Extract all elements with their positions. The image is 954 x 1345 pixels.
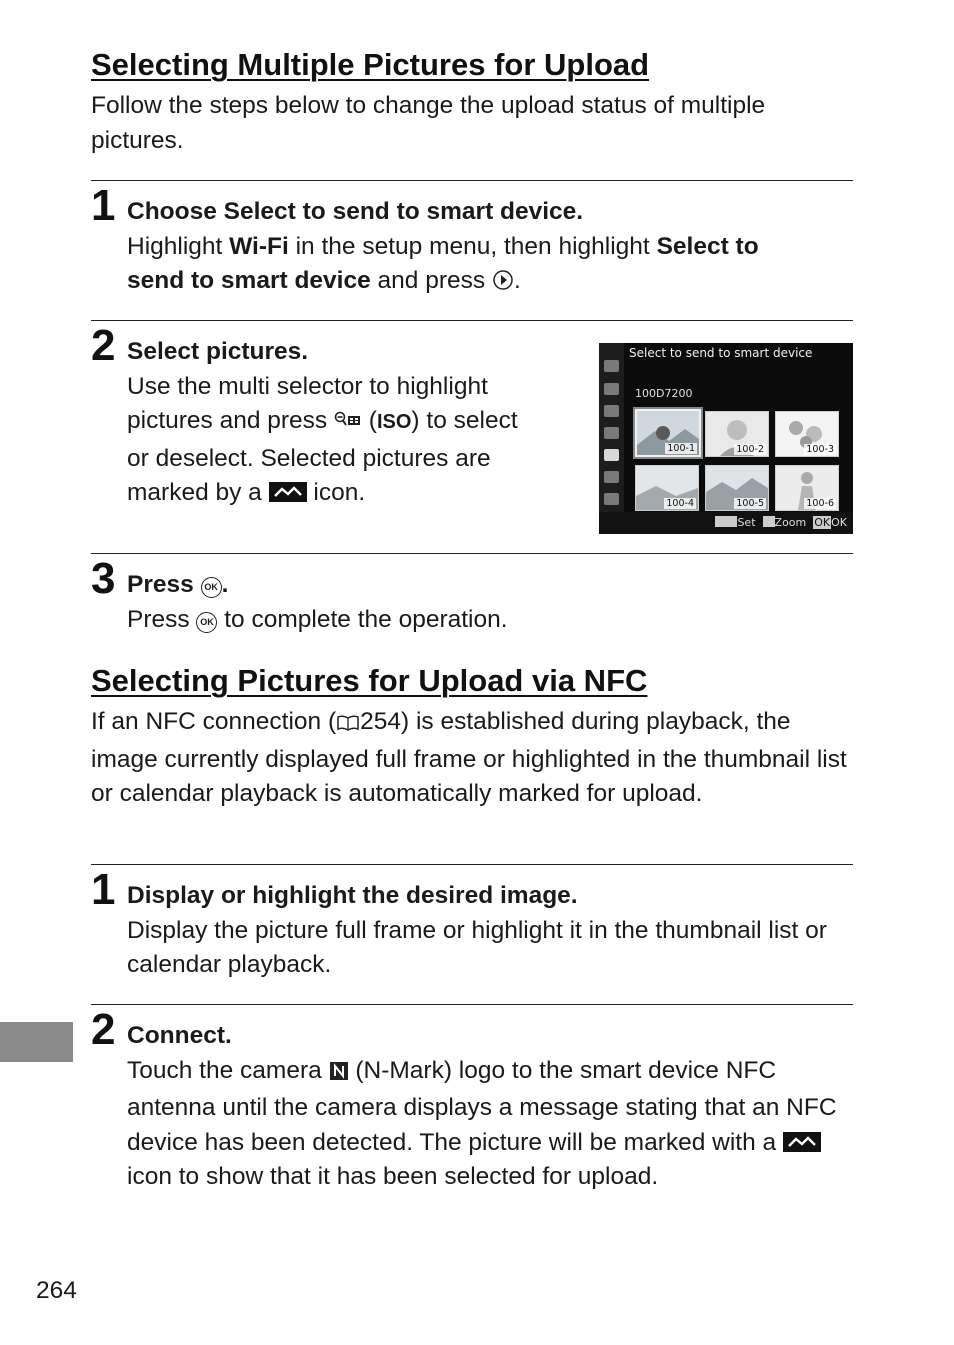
thumbnail[interactable] — [705, 411, 769, 457]
thumbnail[interactable] — [705, 465, 769, 511]
thumbnail-label: 100-6 — [806, 498, 834, 509]
text: pictures and press — [127, 407, 334, 434]
thumbnail-label: 100-2 — [736, 444, 764, 455]
ok-button-icon: OK — [201, 577, 222, 598]
shooting-menu-icon — [604, 383, 619, 395]
menu-item-name: Select to — [656, 232, 759, 260]
divider — [91, 553, 853, 554]
step-number: 1 — [91, 181, 116, 230]
text: ) is established during playback, the image currently displayed full frame or highlighted in the thumbnail list or calendar playback is automatically marked for upload. — [91, 708, 847, 807]
menu-sidebar — [599, 343, 624, 534]
thumbnail-label: 100-4 — [666, 498, 694, 509]
text: in the setup menu, then highlight — [288, 232, 657, 260]
step-number: 2 — [91, 1005, 116, 1054]
upload-mark-icon — [783, 1132, 821, 1152]
thumbnail-label: 100-3 — [806, 444, 834, 455]
chapter-tab — [0, 1022, 73, 1062]
nfc-step-1-body — [127, 879, 853, 983]
divider — [91, 1004, 853, 1005]
page-reference[interactable]: 254 — [360, 708, 401, 735]
menu-item-name-cont: send to smart device — [127, 267, 371, 294]
section-heading-multiple-upload: Selecting Multiple Pictures for Upload — [91, 47, 650, 82]
thumbnail-label: 100-5 — [736, 498, 764, 509]
text: Touch the camera — [127, 1056, 329, 1084]
section-intro — [91, 705, 861, 812]
text: If an NFC connection ( — [91, 708, 337, 735]
text: icon. — [306, 479, 366, 506]
text: icon to show that it has been selected for upload. — [127, 1163, 659, 1190]
footer-set-label: Set — [737, 516, 756, 529]
footer-ok-label: OK — [831, 516, 847, 529]
upload-mark-icon — [269, 482, 307, 502]
text: or deselect. Selected pictures are — [127, 444, 491, 472]
wifi-menu-name: Wi-Fi — [229, 232, 289, 260]
step-number: 3 — [91, 554, 116, 603]
section-intro: Follow the steps below to change the upload status of multiple pictures. — [91, 92, 766, 154]
n-mark-icon — [329, 1057, 349, 1092]
text: marked by a — [127, 479, 269, 506]
folder-name: 100D7200 — [635, 387, 693, 400]
section-heading-nfc-upload: Selecting Pictures for Upload via NFC — [91, 663, 648, 698]
divider — [91, 320, 853, 321]
thumbnail-label: 100-1 — [667, 443, 695, 454]
nfc-step-2-body — [127, 1019, 853, 1195]
text: Highlight — [127, 232, 230, 260]
thumbnail[interactable] — [775, 411, 839, 457]
step-title-prefix: Press — [127, 571, 201, 598]
zoom-out-thumbnail-icon — [334, 407, 362, 442]
step-3-body — [127, 568, 857, 637]
text: (N-Mark) logo to the smart device NFC antenna until the camera displays a message stating that an NFC device has been detected. The picture will be marked with a — [127, 1056, 837, 1156]
camera-screen — [599, 343, 853, 534]
step-number: 2 — [91, 321, 116, 370]
movie-menu-icon — [604, 405, 619, 417]
step-text: Display the picture full frame or highlight it in the thumbnail list or calendar playback. — [127, 916, 827, 978]
step-title: Connect. — [127, 1022, 232, 1049]
step-1-body — [127, 195, 857, 302]
text: Press — [127, 605, 197, 633]
zoom-out-icon — [715, 516, 737, 527]
multi-selector-right-icon — [492, 267, 514, 302]
my-menu-icon — [604, 493, 619, 505]
thumbnail[interactable] — [635, 465, 699, 511]
ok-button-icon: OK — [814, 516, 831, 529]
text: ( — [362, 407, 377, 434]
text: and press — [370, 267, 492, 294]
text: Use the multi selector to highlight — [127, 372, 488, 400]
text: to complete the operation. — [217, 605, 508, 633]
step-title-bold: Select to send to smart device. — [223, 198, 584, 225]
custom-settings-icon — [604, 427, 619, 439]
step-title: Select pictures. — [127, 338, 309, 365]
screen-footer — [599, 512, 853, 534]
divider — [91, 180, 853, 181]
step-title-prefix: Choose — [127, 198, 224, 225]
book-reference-icon — [336, 708, 360, 743]
step-title: Display or highlight the desired image. — [127, 882, 578, 909]
page-number: 264 — [36, 1277, 77, 1304]
playback-menu-icon — [604, 360, 619, 372]
retouch-menu-icon — [604, 471, 619, 483]
step-number: 1 — [91, 865, 116, 914]
text: . — [221, 571, 229, 598]
ok-button-icon: OK — [196, 612, 217, 633]
thumbnail[interactable] — [775, 465, 839, 511]
thumbnail[interactable] — [635, 409, 701, 457]
divider — [91, 864, 853, 865]
text: ) to select — [411, 407, 518, 434]
text: . — [513, 267, 521, 294]
step-2-body — [127, 335, 587, 511]
iso-button-label: ISO — [376, 411, 412, 433]
zoom-in-icon — [763, 516, 775, 527]
footer-zoom-label: Zoom — [774, 516, 807, 529]
screen-title: Select to send to smart device — [629, 346, 813, 360]
setup-menu-icon — [604, 449, 619, 461]
